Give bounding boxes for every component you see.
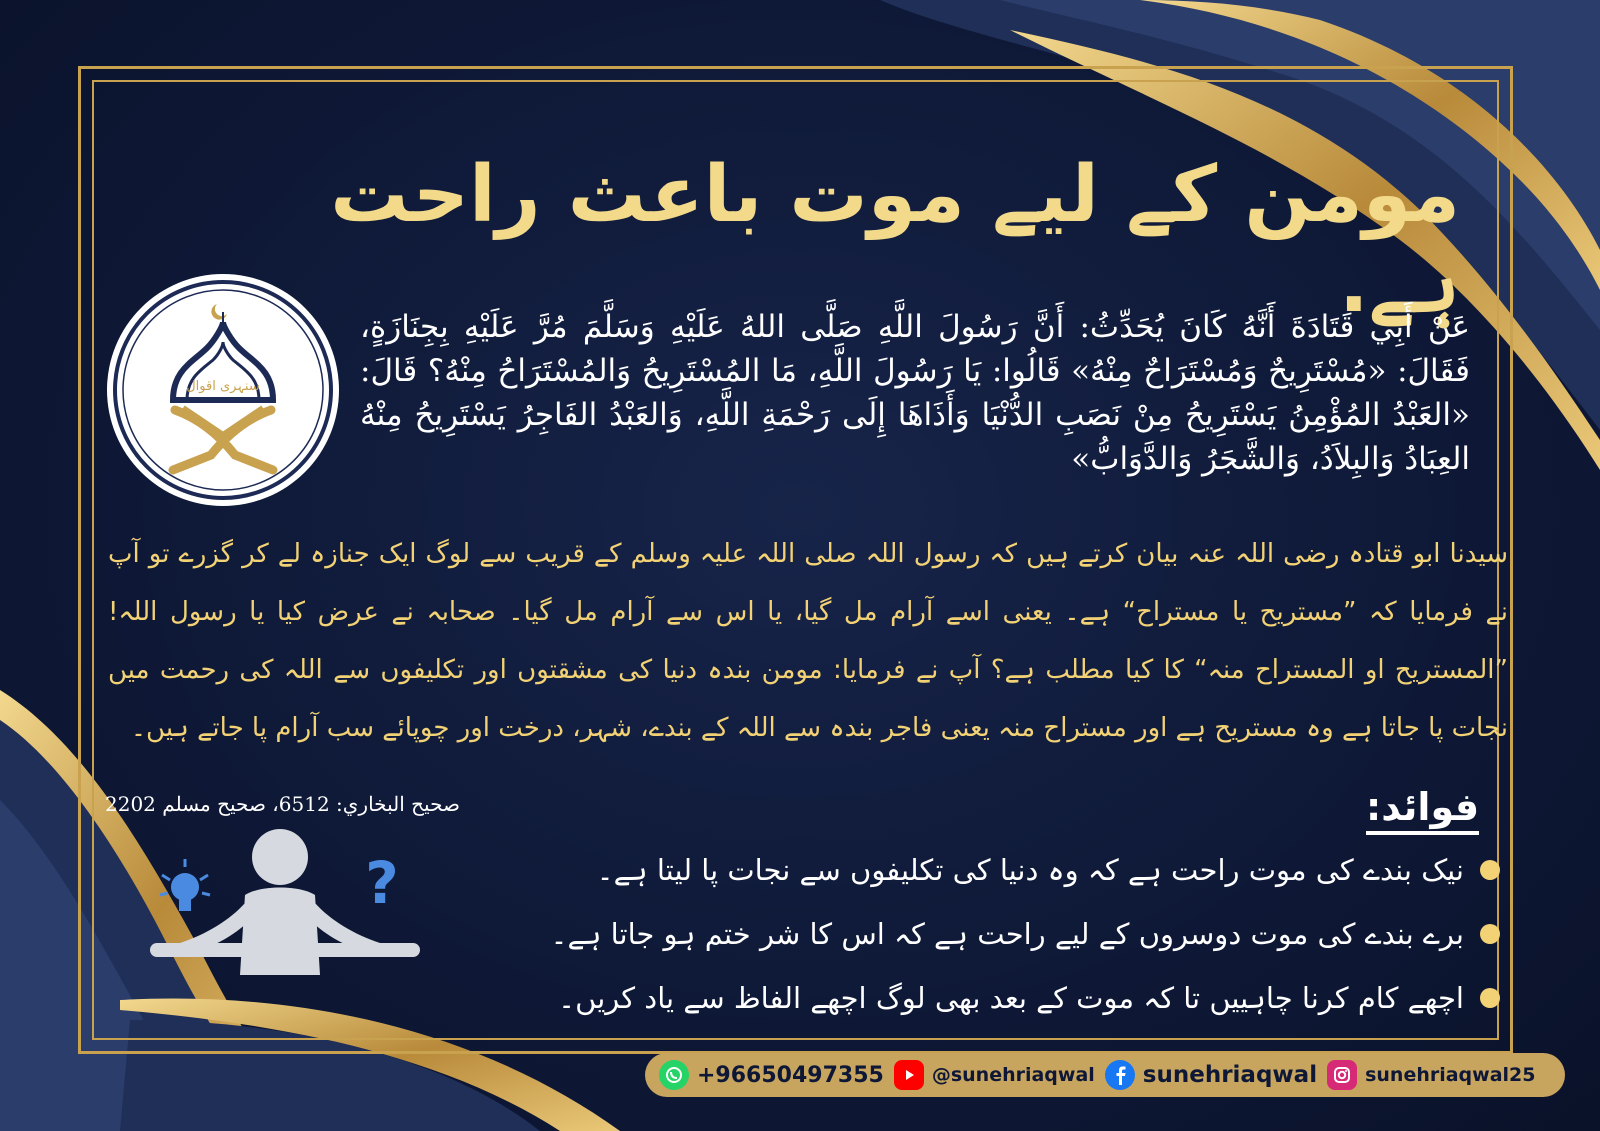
facebook-icon: [1105, 1060, 1135, 1090]
sunehri-aqwal-logo: [103, 270, 343, 510]
facebook-link[interactable]: [1105, 1060, 1317, 1090]
poster-title: مومن کے لیے موت باعث راحت ہے.: [330, 150, 1460, 330]
whatsapp-contact[interactable]: [659, 1060, 884, 1090]
logo-caption: سنہری اقوال: [186, 379, 260, 394]
fawaid-list: [440, 838, 1500, 1030]
fawaid-item-text: برے بندے کی موت دوسروں کے لیے راحت ہے کہ اس کا شر ختم ہو جاتا ہے۔: [550, 917, 1464, 951]
hadith-urdu-translation: سیدنا ابو قتادہ رضی اللہ عنہ بیان کرتے ہیں کہ رسول اللہ صلی اللہ علیہ وسلم کے قریب سے لوگ ایک جنازہ لے کر گزرے تو آپ نے فرمایا کہ ”مستریح یا مستراح“ ہے۔ یعنی اسے آرام مل گیا، یا اس سے آرام مل گیا۔ صحابہ نے عرض کیا یا رسول اللہ! ”المستریح او المستراح منہ“ کا کیا مطلب ہے؟ آپ نے فرمایا: مومن بندہ دنیا کی مشقتوں اور تکلیفوں سے اللہ کی رحمت میں نجات پا جاتا ہے وہ مستریح ہے اور مستراح منہ یعنی فاجر بندہ سے اللہ کے بندے، شہر، درخت اور چوپائے سب آرام پا جاتے ہیں۔: [108, 539, 1508, 743]
fawaid-item-text: اچھے کام کرنا چاہییں تا کہ موت کے بعد بھی لوگ اچھے الفاظ سے یاد کریں۔: [558, 981, 1464, 1015]
list-item: [440, 838, 1500, 902]
hadith-arabic-text: عَنْ أَبِي قَتَادَةَ أَنَّهُ كَانَ يُحَدِّثُ: أَنَّ رَسُولَ اللَّهِ صَلَّى اللهُ عَلَيْهِ وَسَلَّمَ مُرَّ عَلَيْهِ بِجِنَازَةٍ، فَقَالَ: «مُسْتَرِيحٌ وَمُسْتَرَاحٌ مِنْهُ» قَالُوا: يَا رَسُولَ اللَّهِ، مَا المُسْتَرِيحُ وَالمُسْتَرَاحُ مِنْهُ؟ قَالَ: «العَبْدُ المُؤْمِنُ يَسْتَرِيحُ مِنْ نَصَبِ الدُّنْيَا وَأَذَاهَا إِلَى رَحْمَةِ اللَّهِ، وَالعَبْدُ الفَاجِرُ يَسْتَرِيحُ مِنْهُ العِبَادُ وَالبِلاَدُ، وَالشَّجَرُ وَالدَّوَابُّ»: [360, 309, 1470, 477]
fawaid-item-text: نیک بندے کی موت راحت ہے کہ وہ دنیا کی تکلیفوں سے نجات پا لیتا ہے۔: [596, 853, 1464, 887]
youtube-icon: [894, 1060, 924, 1090]
whatsapp-icon: [659, 1060, 689, 1090]
list-item: [440, 902, 1500, 966]
social-bar: [645, 1053, 1565, 1097]
bullet-dot: [1480, 924, 1500, 944]
youtube-link[interactable]: [894, 1060, 1095, 1090]
bullet-dot: [1480, 860, 1500, 880]
instagram-link[interactable]: [1327, 1060, 1535, 1090]
hadith-reference: صحیح البخاري: 6512، صحیح مسلم 2202: [105, 792, 460, 816]
instagram-handle: sunehriaqwal25: [1365, 1064, 1536, 1086]
youtube-handle: @sunehriaqwal: [931, 1064, 1095, 1086]
instagram-icon: [1327, 1060, 1357, 1090]
phone-number: +96650497355: [697, 1062, 884, 1088]
lightbulb-icon: [160, 859, 210, 911]
bullet-dot: [1480, 988, 1500, 1008]
list-item: [440, 966, 1500, 1030]
thinking-person-illustration: [150, 825, 420, 995]
facebook-handle: sunehriaqwal: [1142, 1062, 1318, 1088]
question-icon: ?: [365, 849, 399, 917]
fawaid-heading: فوائد:: [1366, 785, 1479, 835]
